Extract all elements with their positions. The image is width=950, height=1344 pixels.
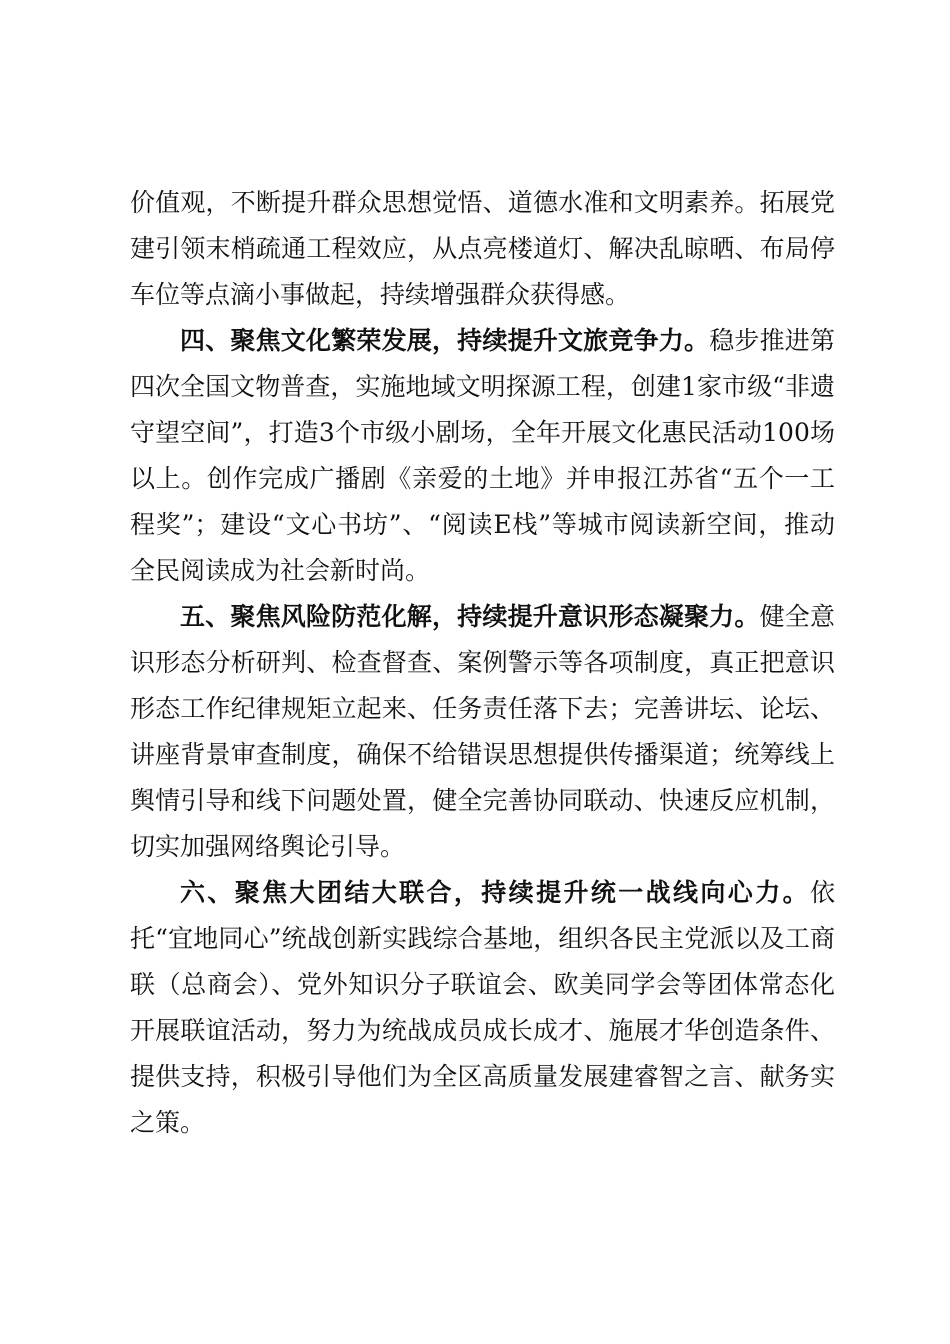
paragraph-text: 健全意识形态分析研判、检查督查、案例警示等各项制度，真正把意识形态工作纪律规矩立起来、任务责任落下去；完善讲坛、论坛、讲座背景审查制度，确保不给错误思想提供传播渠道；统筹线上舆情引导和线下问题处置，健全完善协同联动、快速反应机制，切实加强网络舆论引导。 <box>130 602 835 861</box>
paragraph-section-five <box>130 594 835 870</box>
section-heading-six: 六、聚焦大团结大联合，持续提升统一战线向心力。 <box>180 878 810 907</box>
document-body <box>130 180 835 1146</box>
paragraph-text: 依托“宜地同心”统战创新实践综合基地，组织各民主党派以及工商联（总商会）、党外知识分子联谊会、欧美同学会等团体常态化开展联谊活动，努力为统战成员成长成才、施展才华创造条件、提供支持，积极引导他们为全区高质量发展建睿智之言、献务实之策。 <box>130 878 835 1137</box>
paragraph-section-six <box>130 870 835 1146</box>
paragraph-section-four <box>130 318 835 594</box>
section-heading-five: 五、聚焦风险防范化解，持续提升意识形态凝聚力。 <box>180 602 760 631</box>
paragraph-continuation <box>130 180 835 318</box>
paragraph-text: 价值观，不断提升群众思想觉悟、道德水准和文明素养。拓展党建引领末梢疏通工程效应，从点亮楼道灯、解决乱晾晒、布局停车位等点滴小事做起，持续增强群众获得感。 <box>130 188 835 309</box>
section-heading-four: 四、聚焦文化繁荣发展，持续提升文旅竞争力。 <box>180 326 710 355</box>
paragraph-text: 稳步推进第四次全国文物普查，实施地域文明探源工程，创建1家市级“非遗守望空间”，打造3个市级小剧场，全年开展文化惠民活动100场以上。创作完成广播剧《亲爱的土地》并申报江苏省“五个一工程奖”；建设“文心书坊”、“阅读E栈”等城市阅读新空间，推动全民阅读成为社会新时尚。 <box>130 326 835 585</box>
